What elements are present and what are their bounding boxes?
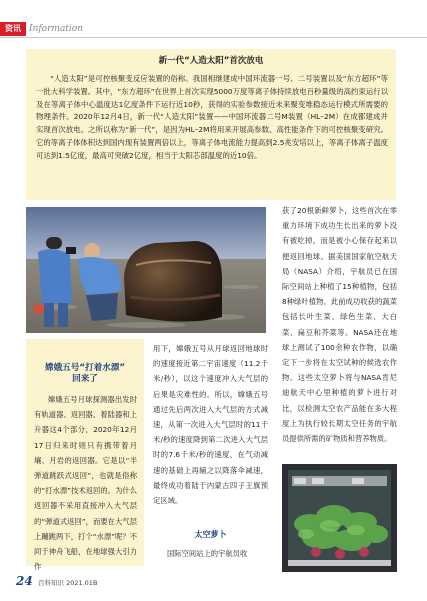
- change5-title-line2: 回来了: [72, 374, 98, 384]
- artificial-sun-body: “人造太阳”是可控核聚变反应装置的俗称。我国相继建成中国环流器一号、二号装置以及“东方超环”等一批大科学装置。其中，“东方超环”在世界上首次实现5000万度等离子体持续放电百秒量级的高约束运行以及在等离子体中心温度达1亿度条件下运行近10秒，获得的实验参数接近未来聚变堆稳态运行模式所需要的物理条件。2020年12月4日，新一代“人造太阳”装置——中国环流器二号M装置（HL–2M）在成都建成并实现首次放电。之所以称为“新一代”，是因为HL–2M将用来开展高参数、高性能条件下的可控核聚变研究。它的等离子体体积达到国内现有装置两倍以上，等离子体电流能力提高到2.5兆安培以上，等离子体离子温度可达到1.5亿度，最高可突破2亿度，相当于太阳芯部温度的近10倍。: [36, 74, 388, 160]
- artificial-sun-title: 新一代“人造太阳”首次放电: [158, 56, 264, 66]
- capsule-recovery-photo: [26, 207, 266, 333]
- magazine-issue: 百科知识 2021.01B: [38, 579, 98, 587]
- page-number: 24: [16, 574, 33, 588]
- space-radish-photo: [282, 464, 397, 572]
- header-divider: [0, 37, 427, 38]
- space-radish-image: [282, 464, 397, 572]
- section-title: Information: [29, 24, 84, 34]
- space-radish-text-continued: 获了20根新鲜萝卜，这些首次在零重力环境下成功生长出来的萝卜没有被吃掉，而是被小心保存起来以便返回地球。据美国国家航空航天局（NASA）介绍，宇航员已在国际空间站上种植了15种植物，包括8种绿叶植物。此前成功收获的蔬菜包括长叶生菜、绿色生菜、大白菜、扁豆和芥菜等。NASA还在地球上测试了100余种农作物，以确定下一步将在太空试种的候选农作物。这些太空萝卜将与NASA肯尼迪航天中心里种植的萝卜进行对比，以检测太空农产品能在多大程度上为执行较长期太空任务的宇航员提供所需的矿物质和营养物质。: [282, 206, 397, 444]
- section-badge: 资讯: [0, 22, 26, 36]
- change5-body: 嫦娥五号月球探测器出发时有轨道器、返回器、着陆器和上升器这4个部分，2020年12月17日归来时则只有携带着月壤、月岩的返回器。它是以“半弹道跳跃式返回”，也就是俗称的“打水漂”技术返回的。为什么返回器不采用直接冲入大气层的“弹道式返回”，而要在大气层上蹦跳两下，打个“水漂”呢？不同于神舟飞船，在地球强大引力作: [34, 395, 137, 572]
- space-radish-intro: 国际空间站上的宇航员收: [167, 549, 248, 558]
- space-radish-heading: 太空萝卜: [194, 530, 227, 539]
- change5-title-line1: 嫦娥五号“打着水漂”: [44, 363, 126, 373]
- change5-body-continued: 用下，嫦娥五号从月球返回地球时的速度接近第二宇宙速度（11.2千米/秒），以这个速度冲入大气层的后果是灾难性的。所以，嫦娥五号通过先后两次进入大气层的方式减速，从第一次进入大气层时的11千米/秒的速度降到第二次进入大气层时的7.6千米/秒的速度，在气动减速的基础上再辅之以降落伞减速，最终成功着陆于内蒙古四子王旗预定区域。: [153, 344, 268, 506]
- change5-sidebar: [26, 339, 144, 572]
- artificial-sun-box: [26, 49, 396, 200]
- capsule-recovery-image: [26, 207, 266, 333]
- page-header: [0, 0, 427, 40]
- change5-title: [26, 363, 144, 385]
